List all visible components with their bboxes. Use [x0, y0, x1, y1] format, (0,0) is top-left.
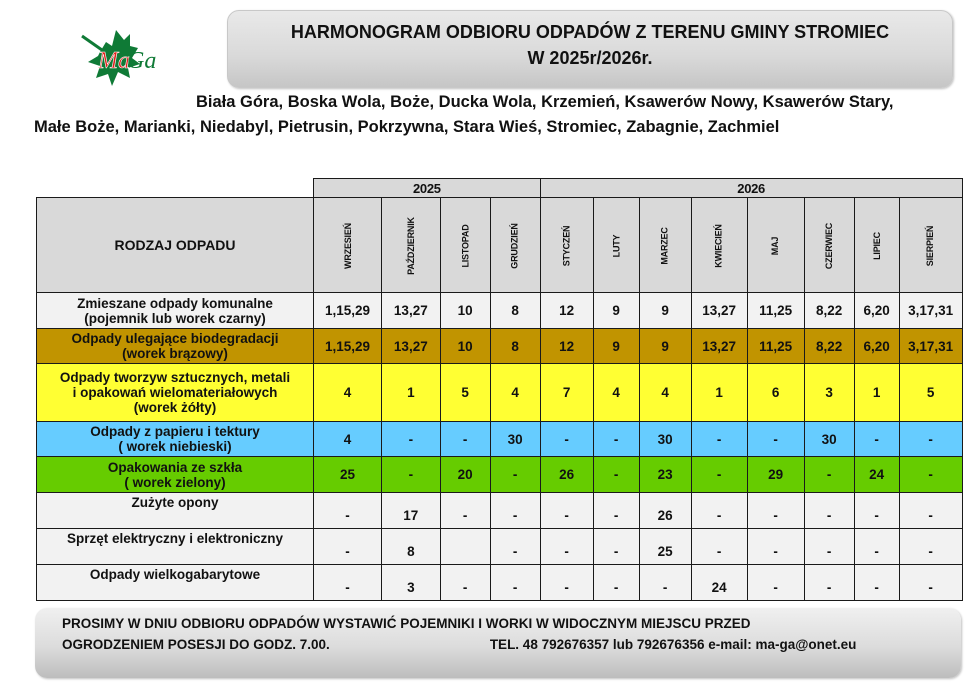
pickup-date-cell: 11,25: [747, 329, 804, 364]
pickup-date-cell: 8: [382, 529, 441, 565]
logo-text-ga: Ga: [127, 48, 157, 74]
pickup-date-cell: -: [314, 565, 382, 601]
pickup-date-cell: 1: [691, 364, 747, 422]
pickup-date-cell: -: [540, 422, 593, 457]
month-label: SIERPIEŃ: [925, 225, 936, 267]
pickup-date-cell: -: [854, 529, 899, 565]
table-row-glass: [37, 457, 963, 493]
table-row-bio: [37, 329, 963, 364]
pickup-date-cell: 24: [854, 457, 899, 493]
corner-blank: [37, 179, 314, 198]
page-subtitle: W 2025r/2026r.: [527, 48, 653, 68]
pickup-date-cell: 3,17,31: [899, 329, 962, 364]
pickup-date-cell: 1,15,29: [314, 329, 382, 364]
pickup-date-cell: 24: [691, 565, 747, 601]
pickup-date-cell: 4: [314, 364, 382, 422]
waste-type-label: i opakowań wielomateriałowych: [72, 385, 278, 400]
waste-type-cell: [37, 329, 314, 364]
pickup-date-cell: 1: [382, 364, 441, 422]
pickup-date-cell: -: [490, 493, 540, 529]
pickup-date-cell: -: [593, 493, 639, 529]
pickup-date-cell: 6,20: [854, 329, 899, 364]
pickup-date-cell: 4: [490, 364, 540, 422]
pickup-date-cell: -: [490, 529, 540, 565]
month-header: [691, 198, 747, 293]
villages-list: Biała Góra, Boska Wola, Boże, Ducka Wola, Krzemień, Ksawerów Nowy, Ksawerów Stary, Małe Boże, Marianki, Niedabyl, Pietrusin, Pokrzywna, Stara Wieś, Stromiec, Zabagnie, Zachmiel: [34, 93, 894, 136]
pickup-date-cell: 5: [440, 364, 490, 422]
waste-type-label: Zużyte opony: [131, 495, 219, 510]
waste-type-cell: [37, 293, 314, 329]
pickup-date-cell: 17: [382, 493, 441, 529]
month-label: WRZESIEŃ: [342, 223, 353, 269]
pickup-date-cell: -: [747, 565, 804, 601]
month-header: [804, 198, 854, 293]
maple-leaf-icon: [72, 22, 172, 92]
pickup-date-cell: 25: [639, 529, 691, 565]
pickup-date-cell: 4: [593, 364, 639, 422]
pickup-date-cell: -: [639, 565, 691, 601]
pickup-date-cell: -: [540, 529, 593, 565]
pickup-date-cell: -: [804, 565, 854, 601]
pickup-date-cell: 4: [639, 364, 691, 422]
pickup-date-cell: 13,27: [382, 293, 441, 329]
pickup-date-cell: 6: [747, 364, 804, 422]
pickup-date-cell: -: [314, 493, 382, 529]
month-label: MAJ: [770, 236, 781, 256]
waste-type-label: (worek brązowy): [122, 346, 228, 361]
pickup-date-cell: 8,22: [804, 329, 854, 364]
pickup-date-cell: 12: [540, 329, 593, 364]
waste-type-cell: [37, 565, 314, 601]
waste-type-cell: [37, 457, 314, 493]
month-label: LIPIEC: [871, 232, 882, 260]
pickup-date-cell: 5: [899, 364, 962, 422]
pickup-date-cell: -: [540, 565, 593, 601]
pickup-date-cell: -: [899, 457, 962, 493]
pickup-date-cell: -: [899, 565, 962, 601]
pickup-date-cell: -: [593, 457, 639, 493]
pickup-date-cell: 26: [639, 493, 691, 529]
waste-type-cell: [37, 364, 314, 422]
pickup-date-cell: 23: [639, 457, 691, 493]
table-row-mixed: [37, 293, 963, 329]
pickup-date-cell: -: [804, 457, 854, 493]
waste-type-label: Odpady ulegające biodegradacji: [71, 331, 279, 346]
pickup-date-cell: -: [854, 422, 899, 457]
table-row-electro: [37, 529, 963, 565]
pickup-date-cell: -: [382, 422, 441, 457]
pickup-date-cell: 4: [314, 422, 382, 457]
pickup-date-cell: -: [899, 529, 962, 565]
pickup-date-cell: -: [804, 493, 854, 529]
title-banner: [227, 10, 953, 88]
pickup-date-cell: -: [593, 529, 639, 565]
pickup-date-cell: -: [899, 493, 962, 529]
month-header: [440, 198, 490, 293]
pickup-date-cell: 10: [440, 293, 490, 329]
pickup-date-cell: -: [593, 565, 639, 601]
month-header-row: [37, 198, 963, 293]
footer-deadline: OGRODZENIEM POSESJI DO GODZ. 7.00.: [62, 637, 330, 652]
pickup-date-cell: -: [691, 422, 747, 457]
table-row-tyres: [37, 493, 963, 529]
month-label: LISTOPAD: [460, 224, 471, 268]
footer-contact: TEL. 48 792676357 lub 792676356 e-mail: ma-ga@onet.eu: [489, 637, 857, 652]
footer-instruction: PROSIMY W DNIU ODBIORU ODPADÓW WYSTAWIĆ POJEMNIKI I WORKI W WIDOCZNYM MIEJSCU PRZED: [62, 616, 751, 631]
waste-type-label: (pojemnik lub worek czarny): [84, 310, 266, 326]
month-header: [593, 198, 639, 293]
pickup-date-cell: 25: [314, 457, 382, 493]
pickup-date-cell: 6,20: [854, 293, 899, 329]
pickup-date-cell: -: [490, 457, 540, 493]
pickup-date-cell: -: [899, 422, 962, 457]
pickup-date-cell: -: [440, 493, 490, 529]
month-header: [314, 198, 382, 293]
pickup-date-cell: 3,17,31: [899, 293, 962, 329]
waste-type-cell: [37, 529, 314, 565]
waste-type-label: (worek żółty): [133, 400, 217, 415]
month-header: [899, 198, 962, 293]
pickup-date-cell: 3: [382, 565, 441, 601]
pickup-date-cell: 1: [854, 364, 899, 422]
month-header: [639, 198, 691, 293]
pickup-date-cell: 26: [540, 457, 593, 493]
waste-type-label: Odpady wielkogabarytowe: [89, 567, 261, 582]
pickup-date-cell: -: [747, 529, 804, 565]
pickup-date-cell: 9: [639, 329, 691, 364]
pickup-date-cell: 11,25: [747, 293, 804, 329]
schedule-table: [36, 178, 963, 601]
pickup-date-cell: -: [490, 565, 540, 601]
pickup-date-cell: -: [440, 422, 490, 457]
month-label: GRUDZIEŃ: [510, 223, 521, 269]
waste-type-cell: [37, 422, 314, 457]
pickup-date-cell: 8: [490, 329, 540, 364]
pickup-date-cell: 3: [804, 364, 854, 422]
pickup-date-cell: 12: [540, 293, 593, 329]
month-header: [747, 198, 804, 293]
pickup-date-cell: -: [314, 529, 382, 565]
month-header: [854, 198, 899, 293]
pickup-date-cell: [440, 529, 490, 565]
pickup-date-cell: -: [747, 422, 804, 457]
pickup-date-cell: -: [747, 493, 804, 529]
pickup-date-cell: -: [382, 457, 441, 493]
month-header: [540, 198, 593, 293]
pickup-date-cell: -: [691, 457, 747, 493]
waste-type-label: Odpady z papieru i tektury: [90, 424, 260, 439]
month-label: CZERWIEC: [824, 222, 835, 270]
waste-type-label: Opakowania ze szkła: [107, 459, 243, 475]
pickup-date-cell: -: [691, 493, 747, 529]
pickup-date-cell: 13,27: [382, 329, 441, 364]
pickup-date-cell: 13,27: [691, 293, 747, 329]
year-header: 2026: [540, 179, 962, 198]
month-label: PAŹDZIERNIK: [405, 217, 416, 275]
company-logo: [72, 22, 172, 92]
waste-type-header: RODZAJ ODPADU: [37, 198, 314, 293]
month-label: KWIECIEŃ: [714, 224, 725, 268]
pickup-date-cell: -: [854, 565, 899, 601]
pickup-date-cell: 30: [804, 422, 854, 457]
month-label: STYCZEŃ: [561, 225, 572, 267]
pickup-date-cell: 10: [440, 329, 490, 364]
waste-type-cell: [37, 493, 314, 529]
logo-text-ma: Ma: [98, 48, 130, 74]
waste-type-label: ( worek zielony): [124, 474, 226, 490]
pickup-date-cell: 13,27: [691, 329, 747, 364]
pickup-date-cell: 9: [593, 329, 639, 364]
table-row-bulky: [37, 565, 963, 601]
month-label: MARZEC: [660, 227, 671, 265]
pickup-date-cell: 8: [490, 293, 540, 329]
pickup-date-cell: 30: [639, 422, 691, 457]
table-row-plastic: [37, 364, 963, 422]
pickup-date-cell: 1,15,29: [314, 293, 382, 329]
year-header: 2025: [314, 179, 541, 198]
pickup-date-cell: 7: [540, 364, 593, 422]
pickup-date-cell: 20: [440, 457, 490, 493]
month-header: [490, 198, 540, 293]
pickup-date-cell: -: [691, 529, 747, 565]
pickup-date-cell: 9: [639, 293, 691, 329]
pickup-date-cell: 9: [593, 293, 639, 329]
table-row-paper: [37, 422, 963, 457]
pickup-date-cell: -: [540, 493, 593, 529]
pickup-date-cell: 8,22: [804, 293, 854, 329]
waste-type-label: ( worek niebieski): [118, 439, 232, 454]
waste-type-label: Sprzęt elektryczny i elektroniczny: [66, 531, 284, 546]
waste-type-label: Zmieszane odpady komunalne: [77, 295, 273, 311]
month-header: [382, 198, 441, 293]
waste-type-label: Odpady tworzyw sztucznych, metali: [59, 370, 291, 385]
pickup-date-cell: -: [854, 493, 899, 529]
pickup-date-cell: 30: [490, 422, 540, 457]
pickup-date-cell: -: [804, 529, 854, 565]
pickup-date-cell: 29: [747, 457, 804, 493]
footer-notice: [35, 608, 961, 678]
page-title: HARMONOGRAM ODBIORU ODPADÓW Z TERENU GMINY STROMIEC: [290, 22, 890, 42]
pickup-date-cell: -: [593, 422, 639, 457]
year-header-row: [37, 179, 963, 198]
month-label: LUTY: [611, 234, 622, 258]
pickup-date-cell: -: [440, 565, 490, 601]
